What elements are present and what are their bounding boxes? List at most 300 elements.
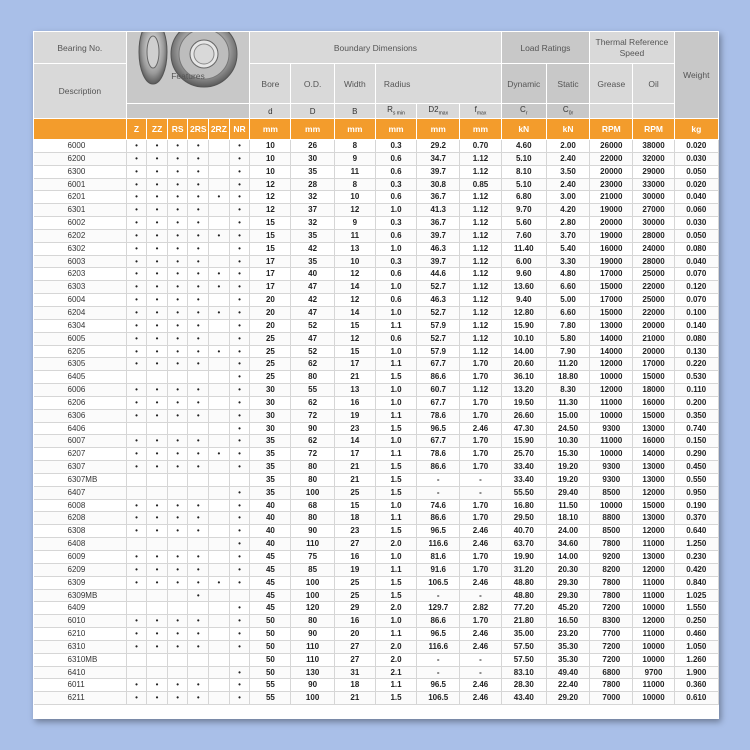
value-cell: 15.90: [501, 435, 546, 448]
value-cell: 10000: [590, 371, 633, 384]
value-cell: 29: [334, 602, 375, 615]
value-cell: 20: [250, 306, 291, 319]
value-cell: 22.40: [546, 679, 589, 692]
feature-cell: •: [188, 255, 209, 268]
value-cell: 0.360: [674, 679, 718, 692]
value-cell: 1.70: [460, 563, 501, 576]
table-row: [34, 178, 719, 191]
value-cell: 29.30: [546, 589, 589, 602]
feature-cell: [188, 486, 209, 499]
value-cell: 17000: [590, 268, 633, 281]
value-cell: 11000: [633, 538, 674, 551]
table-row: [34, 306, 719, 319]
feature-cell: [209, 679, 230, 692]
feature-cell: •: [126, 294, 147, 307]
sym-d2: $D2_{max}$: [417, 104, 460, 119]
sym-B: B: [334, 104, 375, 119]
bearing-name-cell: 6205: [34, 345, 127, 358]
value-cell: 25000: [633, 294, 674, 307]
value-cell: 1.250: [674, 538, 718, 551]
feature-cell: •: [126, 319, 147, 332]
feature-cell: •: [188, 332, 209, 345]
value-cell: 35.30: [546, 640, 589, 653]
value-cell: 15: [334, 319, 375, 332]
feature-cell: •: [188, 692, 209, 705]
value-cell: 2.46: [460, 422, 501, 435]
value-cell: 0.740: [674, 422, 718, 435]
feature-cell: •: [167, 255, 188, 268]
value-cell: 13000: [633, 551, 674, 564]
bearing-name-cell: 6009: [34, 551, 127, 564]
value-cell: 21: [334, 692, 375, 705]
value-cell: 7800: [590, 538, 633, 551]
value-cell: 55: [250, 679, 291, 692]
feature-cell: •: [209, 229, 230, 242]
feature-cell: •: [229, 512, 250, 525]
feature-cell: [126, 473, 147, 486]
value-cell: 35: [250, 448, 291, 461]
value-cell: 8200: [590, 563, 633, 576]
table-row: [34, 140, 719, 153]
value-cell: 1.1: [375, 512, 416, 525]
feature-cell: •: [167, 242, 188, 255]
value-cell: 52.7: [417, 332, 460, 345]
value-cell: 40: [250, 525, 291, 538]
value-cell: 23: [334, 525, 375, 538]
bearing-name-cell: 6004: [34, 294, 127, 307]
feature-cell: [209, 435, 230, 448]
table-row: [34, 692, 719, 705]
feature-cell: •: [229, 628, 250, 641]
table-row: [34, 281, 719, 294]
value-cell: 1.0: [375, 204, 416, 217]
value-cell: 12: [334, 294, 375, 307]
feature-cell: •: [188, 319, 209, 332]
value-cell: 9700: [633, 666, 674, 679]
bearing-name-cell: 6406: [34, 422, 127, 435]
feature-cell: •: [229, 242, 250, 255]
value-cell: 29.2: [417, 140, 460, 153]
value-cell: 28000: [633, 255, 674, 268]
feature-cell: •: [126, 499, 147, 512]
value-cell: 15.30: [546, 448, 589, 461]
feature-cell: •: [188, 140, 209, 153]
feature-cell: •: [126, 628, 147, 641]
bearing-name-cell: 6409: [34, 602, 127, 615]
value-cell: -: [417, 486, 460, 499]
value-cell: 0.6: [375, 165, 416, 178]
value-cell: 0.050: [674, 165, 718, 178]
value-cell: 49.40: [546, 666, 589, 679]
feature-cell: [209, 551, 230, 564]
value-cell: 11.20: [546, 358, 589, 371]
value-cell: 41.3: [417, 204, 460, 217]
value-cell: 40: [291, 268, 334, 281]
sym-rs: $R_{s min}$: [375, 104, 416, 119]
value-cell: 15000: [633, 499, 674, 512]
feature-cell: •: [188, 165, 209, 178]
value-cell: 18: [334, 512, 375, 525]
table-row: [34, 294, 719, 307]
feature-cell: •: [167, 229, 188, 242]
bearing-name-cell: 6011: [34, 679, 127, 692]
value-cell: 25000: [633, 268, 674, 281]
value-cell: 91.6: [417, 563, 460, 576]
value-cell: 16.80: [501, 499, 546, 512]
bearing-name-cell: 6310MB: [34, 653, 127, 666]
feature-cell: [188, 602, 209, 615]
feature-cell: •: [147, 358, 168, 371]
value-cell: 100: [291, 589, 334, 602]
feature-cell: •: [147, 332, 168, 345]
value-cell: 35.00: [501, 628, 546, 641]
bearing-name-cell: 6303: [34, 281, 127, 294]
table-row: [34, 448, 719, 461]
value-cell: 6.60: [546, 306, 589, 319]
value-cell: 14000: [633, 448, 674, 461]
feature-cell: •: [229, 409, 250, 422]
bearing-name-cell: 6002: [34, 217, 127, 230]
value-cell: 1.12: [460, 319, 501, 332]
feature-cell: •: [147, 384, 168, 397]
value-cell: 0.6: [375, 229, 416, 242]
feature-cell: •: [229, 255, 250, 268]
value-cell: 129.7: [417, 602, 460, 615]
feature-cell: •: [167, 409, 188, 422]
value-cell: 32000: [633, 152, 674, 165]
table-row: [34, 538, 719, 551]
value-cell: 29.50: [501, 512, 546, 525]
value-cell: 1.0: [375, 396, 416, 409]
value-cell: 1.12: [460, 204, 501, 217]
value-cell: 1.025: [674, 589, 718, 602]
value-cell: 35: [250, 473, 291, 486]
value-cell: 1.12: [460, 191, 501, 204]
value-cell: 30.8: [417, 178, 460, 191]
value-cell: 12: [334, 204, 375, 217]
value-cell: 1.1: [375, 679, 416, 692]
value-cell: 31.20: [501, 563, 546, 576]
bearing-name-cell: 6405: [34, 371, 127, 384]
feature-cell: [126, 486, 147, 499]
value-cell: 15: [250, 217, 291, 230]
value-cell: 10: [250, 165, 291, 178]
feature-cell: •: [126, 255, 147, 268]
value-cell: 1.12: [460, 229, 501, 242]
value-cell: 40: [250, 499, 291, 512]
value-cell: 45.20: [546, 602, 589, 615]
value-cell: 90: [291, 422, 334, 435]
feature-cell: •: [209, 281, 230, 294]
value-cell: 20: [250, 319, 291, 332]
value-cell: 20000: [633, 319, 674, 332]
feature-cell: [188, 371, 209, 384]
value-cell: 110: [291, 653, 334, 666]
value-cell: 8800: [590, 512, 633, 525]
unit-bore: mm: [250, 119, 291, 140]
value-cell: 0.6: [375, 294, 416, 307]
table-row: [34, 486, 719, 499]
feature-cell: •: [147, 551, 168, 564]
feature-cell: [209, 499, 230, 512]
value-cell: 19.20: [546, 461, 589, 474]
value-cell: 0.020: [674, 178, 718, 191]
feature-cell: •: [126, 217, 147, 230]
value-cell: 22000: [633, 281, 674, 294]
value-cell: 12: [334, 268, 375, 281]
bearing-name-cell: 6308: [34, 525, 127, 538]
value-cell: 11000: [633, 628, 674, 641]
value-cell: 1.70: [460, 409, 501, 422]
feature-cell: [188, 653, 209, 666]
value-cell: 9300: [590, 473, 633, 486]
value-cell: 7000: [590, 692, 633, 705]
feature-cell: •: [147, 255, 168, 268]
value-cell: 1.260: [674, 653, 718, 666]
feature-cell: •: [229, 178, 250, 191]
feature-cell: •: [126, 178, 147, 191]
value-cell: 1.0: [375, 306, 416, 319]
feature-cell: [209, 512, 230, 525]
value-cell: 10000: [633, 653, 674, 666]
value-cell: 106.5: [417, 576, 460, 589]
feature-cell: •: [188, 576, 209, 589]
feature-cell: •: [229, 576, 250, 589]
load-ratings-header: Load Ratings: [501, 32, 590, 64]
feature-cell: •: [126, 435, 147, 448]
feature-cell: •: [229, 602, 250, 615]
feature-cell: •: [126, 563, 147, 576]
units-row: [34, 119, 719, 140]
feature-cell: •: [126, 448, 147, 461]
feature-cell: •: [229, 319, 250, 332]
feature-cell: [209, 242, 230, 255]
feature-cell: •: [126, 640, 147, 653]
feature-cell: •: [188, 384, 209, 397]
value-cell: 62: [291, 435, 334, 448]
value-cell: 21: [334, 461, 375, 474]
value-cell: 1.0: [375, 435, 416, 448]
unit-oil: RPM: [633, 119, 674, 140]
feature-cell: •: [167, 178, 188, 191]
value-cell: 20000: [633, 345, 674, 358]
value-cell: 43.40: [501, 692, 546, 705]
value-cell: 16: [334, 615, 375, 628]
feature-cell: [209, 371, 230, 384]
feature-cell: •: [147, 345, 168, 358]
feature-cell: •: [188, 461, 209, 474]
feature-cell: •: [188, 435, 209, 448]
feature-cell: •: [229, 640, 250, 653]
value-cell: 28: [291, 178, 334, 191]
value-cell: 9300: [590, 461, 633, 474]
feature-cell: •: [126, 204, 147, 217]
value-cell: 90: [291, 679, 334, 692]
value-cell: 32: [291, 191, 334, 204]
value-cell: 0.950: [674, 486, 718, 499]
table-row: [34, 255, 719, 268]
value-cell: -: [460, 473, 501, 486]
table-row: [34, 229, 719, 242]
value-cell: 50: [250, 640, 291, 653]
table-row: [34, 242, 719, 255]
table-row: [34, 679, 719, 692]
feature-cell: [167, 653, 188, 666]
value-cell: 55: [250, 692, 291, 705]
feature-cell: [126, 602, 147, 615]
value-cell: 46.3: [417, 294, 460, 307]
value-cell: 0.840: [674, 576, 718, 589]
value-cell: 32: [291, 217, 334, 230]
value-cell: 18.10: [546, 512, 589, 525]
value-cell: -: [460, 666, 501, 679]
value-cell: 29.40: [546, 486, 589, 499]
feature-cell: •: [167, 679, 188, 692]
value-cell: 45: [250, 576, 291, 589]
value-cell: 8.30: [546, 384, 589, 397]
value-cell: 1.5: [375, 473, 416, 486]
feature-cell: [147, 653, 168, 666]
feature-cell: •: [126, 576, 147, 589]
value-cell: 28.30: [501, 679, 546, 692]
feature-cell: [209, 409, 230, 422]
feature-cell: •: [147, 396, 168, 409]
value-cell: 12000: [633, 563, 674, 576]
feature-cell: [126, 666, 147, 679]
value-cell: 35: [291, 165, 334, 178]
feature-cell: •: [229, 563, 250, 576]
feature-cell: [126, 589, 147, 602]
value-cell: 0.050: [674, 229, 718, 242]
unit-zz: ZZ: [147, 119, 168, 140]
feature-cell: •: [126, 409, 147, 422]
value-cell: 1.1: [375, 409, 416, 422]
value-cell: 29.30: [546, 576, 589, 589]
value-cell: 11.50: [546, 499, 589, 512]
value-cell: 5.00: [546, 294, 589, 307]
table-row: [34, 589, 719, 602]
feature-cell: •: [229, 191, 250, 204]
value-cell: 100: [291, 576, 334, 589]
table-row: [34, 435, 719, 448]
value-cell: 11.30: [546, 396, 589, 409]
table-row: [34, 332, 719, 345]
value-cell: 34.60: [546, 538, 589, 551]
value-cell: 1.0: [375, 345, 416, 358]
bearing-table-sheet: [33, 31, 719, 719]
value-cell: 15: [250, 229, 291, 242]
feature-cell: •: [229, 384, 250, 397]
value-cell: 13: [334, 384, 375, 397]
feature-cell: •: [126, 229, 147, 242]
value-cell: 12: [250, 178, 291, 191]
value-cell: 7.60: [501, 229, 546, 242]
width-header: Width: [334, 64, 375, 104]
table-row: [34, 358, 719, 371]
value-cell: 10: [250, 152, 291, 165]
feature-cell: •: [209, 306, 230, 319]
bearing-name-cell: 6301: [34, 204, 127, 217]
value-cell: 1.050: [674, 640, 718, 653]
value-cell: 11000: [590, 435, 633, 448]
value-cell: 14: [334, 306, 375, 319]
value-cell: 1.12: [460, 217, 501, 230]
bearing-no-header: Bearing No.: [34, 32, 127, 64]
value-cell: 0.85: [460, 178, 501, 191]
value-cell: 45: [250, 563, 291, 576]
feature-cell: •: [229, 615, 250, 628]
feature-cell: [209, 217, 230, 230]
feature-cell: •: [147, 409, 168, 422]
table-row: [34, 345, 719, 358]
feature-cell: •: [147, 628, 168, 641]
value-cell: 0.020: [674, 140, 718, 153]
value-cell: 15: [334, 345, 375, 358]
value-cell: 28000: [633, 229, 674, 242]
feature-cell: •: [188, 306, 209, 319]
feature-cell: •: [167, 628, 188, 641]
value-cell: 25: [250, 371, 291, 384]
value-cell: 19000: [590, 255, 633, 268]
table-row: [34, 512, 719, 525]
feature-cell: [209, 396, 230, 409]
value-cell: 0.030: [674, 152, 718, 165]
feature-cell: •: [209, 268, 230, 281]
feature-cell: •: [147, 281, 168, 294]
value-cell: 23: [334, 422, 375, 435]
value-cell: 50: [250, 666, 291, 679]
feature-cell: •: [209, 345, 230, 358]
bearing-name-cell: 6203: [34, 268, 127, 281]
value-cell: 16: [334, 551, 375, 564]
feature-cell: •: [188, 396, 209, 409]
feature-cell: •: [126, 512, 147, 525]
value-cell: 1.0: [375, 384, 416, 397]
feature-cell: •: [188, 525, 209, 538]
value-cell: 10.30: [546, 435, 589, 448]
bearing-name-cell: 6300: [34, 165, 127, 178]
feature-cell: [126, 371, 147, 384]
feature-cell: •: [167, 499, 188, 512]
table-row: [34, 615, 719, 628]
value-cell: 22000: [590, 152, 633, 165]
table-row: [34, 525, 719, 538]
description-header: Description: [34, 64, 127, 119]
value-cell: 38000: [633, 140, 674, 153]
value-cell: 24.50: [546, 422, 589, 435]
feature-cell: •: [229, 140, 250, 153]
feature-cell: •: [147, 242, 168, 255]
value-cell: 27000: [633, 204, 674, 217]
value-cell: 1.5: [375, 461, 416, 474]
bearing-name-cell: 6010: [34, 615, 127, 628]
feature-cell: [126, 653, 147, 666]
value-cell: 80: [291, 473, 334, 486]
bearing-name-cell: 6307MB: [34, 473, 127, 486]
feature-cell: •: [229, 448, 250, 461]
value-cell: 1.70: [460, 358, 501, 371]
value-cell: 14: [334, 435, 375, 448]
value-cell: 17000: [633, 358, 674, 371]
value-cell: 12: [250, 191, 291, 204]
feature-cell: •: [209, 576, 230, 589]
value-cell: 30000: [633, 191, 674, 204]
value-cell: 6800: [590, 666, 633, 679]
value-cell: 57.9: [417, 319, 460, 332]
value-cell: 17: [250, 255, 291, 268]
value-cell: 9.70: [501, 204, 546, 217]
value-cell: 45: [250, 551, 291, 564]
